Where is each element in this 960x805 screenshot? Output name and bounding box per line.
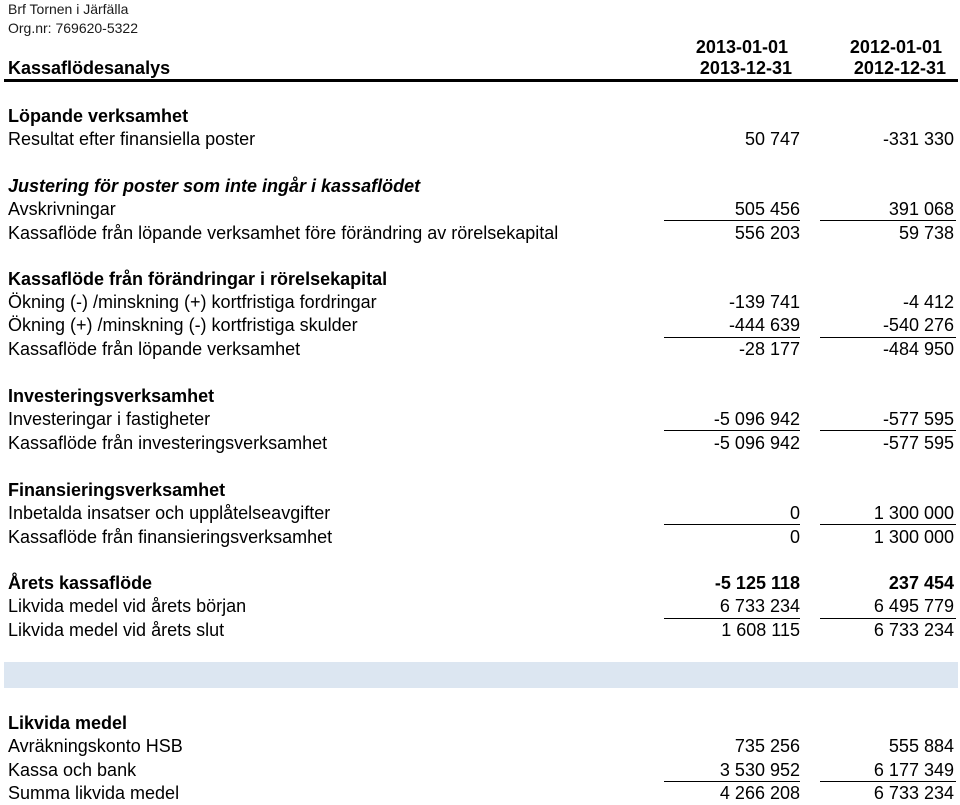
value-2013: -28 177 [738, 339, 800, 359]
row-finansiering-total [0, 525, 960, 549]
row-skulder [0, 313, 960, 337]
row-label: Resultat efter finansiella poster [8, 129, 256, 149]
section-heading-rorelsekapital [0, 267, 960, 291]
row-fore-forandring [0, 221, 960, 245]
value-2013: -5 096 942 [713, 409, 800, 429]
heading-text: Justering för poster som inte ingår i kassaflödet [8, 176, 421, 196]
col2-date-to: 2012-12-31 [853, 58, 946, 78]
value-2013: 3 530 952 [719, 760, 800, 780]
value-2012: 6 495 779 [873, 596, 954, 616]
col2-date-from: 2012-01-01 [849, 37, 942, 57]
value-2013: -139 741 [728, 292, 800, 312]
row-summa-likvida [0, 781, 960, 805]
heading-text: Likvida medel [8, 713, 128, 733]
row-label: Årets kassaflöde [8, 573, 153, 593]
row-avskrivningar [0, 197, 960, 221]
value-2012: -4 412 [902, 292, 954, 312]
value-2012: 237 454 [888, 573, 954, 593]
section-heading-justering [0, 174, 960, 198]
value-2012: 59 738 [898, 223, 954, 243]
section-heading-likvida [0, 711, 960, 735]
row-label: Investeringar i fastigheter [8, 409, 211, 429]
heading-text: Finansieringsverksamhet [8, 480, 226, 500]
value-2012: 6 733 234 [873, 620, 954, 640]
row-label: Likvida medel vid årets slut [8, 620, 225, 640]
col1-date-to: 2013-12-31 [699, 58, 792, 78]
value-2012: 1 300 000 [873, 503, 954, 523]
row-kassa-bank [0, 758, 960, 782]
value-2013: 1 608 115 [721, 620, 800, 640]
row-arets-kassaflode [0, 571, 960, 595]
row-label: Avräkningskonto HSB [8, 736, 183, 756]
value-2013: -5 096 942 [713, 433, 800, 453]
row-label: Kassaflöde från löpande verksamhet [8, 339, 301, 359]
row-label: Avskrivningar [8, 199, 116, 219]
row-label: Kassa och bank [8, 760, 137, 780]
value-2013: 0 [789, 503, 800, 523]
row-label: Inbetalda insatser och upplåtelseavgifter [8, 503, 331, 523]
value-2013: 4 266 208 [719, 783, 800, 803]
section-heading-investering [0, 384, 960, 408]
section-heading-lopande [0, 104, 960, 128]
heading-text: Kassaflöde från förändringar i rörelsekapital [8, 269, 388, 289]
value-2012: 6 177 349 [873, 760, 954, 780]
page-title: Kassaflödesanalys [8, 58, 171, 78]
value-2012: 391 068 [888, 199, 954, 219]
heading-text: Löpande verksamhet [8, 106, 189, 126]
row-hsb [0, 734, 960, 758]
value-2012: -577 595 [882, 409, 954, 429]
header-rule [4, 79, 958, 82]
value-2012: -484 950 [882, 339, 954, 359]
row-label: Ökning (-) /minskning (+) kortfristiga fordringar [8, 292, 377, 312]
row-resultat [0, 127, 960, 151]
row-label: Kassaflöde från finansieringsverksamhet [8, 527, 333, 547]
value-2013: 50 747 [744, 129, 800, 149]
value-2013: 556 203 [734, 223, 800, 243]
value-2013: 505 456 [734, 199, 800, 219]
value-2012: 6 733 234 [873, 783, 954, 803]
value-2013: -5 125 118 [714, 573, 800, 593]
value-2012: 555 884 [888, 736, 954, 756]
row-label: Ökning (+) /minskning (-) kortfristiga skulder [8, 315, 358, 335]
row-label: Kassaflöde från löpande verksamhet före förändring av rörelsekapital [8, 223, 559, 243]
value-2012: -331 330 [882, 129, 954, 149]
section-heading-finansiering [0, 478, 960, 502]
row-insatser [0, 501, 960, 525]
section-separator-band [4, 662, 958, 688]
value-2013: 735 256 [734, 736, 800, 756]
value-2012: -577 595 [882, 433, 954, 453]
value-2013: -444 639 [728, 315, 800, 335]
row-fordringar [0, 290, 960, 314]
org-number: Org.nr: 769620-5322 [8, 20, 138, 36]
org-name: Brf Tornen i Järfälla [8, 1, 129, 17]
value-2013: 6 733 234 [719, 596, 800, 616]
col1-date-from: 2013-01-01 [695, 37, 788, 57]
row-investering-total [0, 431, 960, 455]
heading-text: Investeringsverksamhet [8, 386, 215, 406]
row-label: Summa likvida medel [8, 783, 180, 803]
row-label: Kassaflöde från investeringsverksamhet [8, 433, 328, 453]
value-2012: -540 276 [882, 315, 954, 335]
row-lopande-total [0, 337, 960, 361]
row-label: Likvida medel vid årets början [8, 596, 247, 616]
row-likvida-slut [0, 618, 960, 642]
value-2012: 1 300 000 [873, 527, 954, 547]
value-2013: 0 [789, 527, 800, 547]
row-likvida-borjan [0, 594, 960, 618]
row-fastigheter [0, 407, 960, 431]
